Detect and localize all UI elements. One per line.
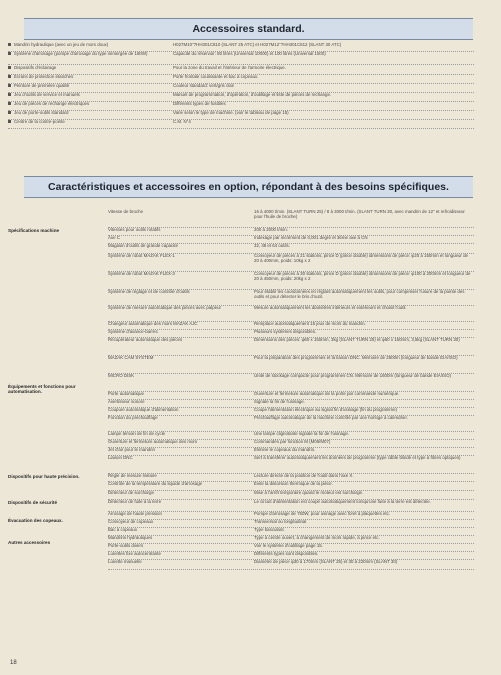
option-item-name: Porte automatique [108, 391, 144, 396]
option-item-value: Élimine le copeaux du mandrin. [254, 447, 316, 452]
option-item-name: Liaison DNC [108, 455, 133, 460]
row-divider [8, 128, 474, 129]
option-item-name: Détecteur de surcharge [108, 490, 154, 495]
category-label: Dispositifs de sécurité [8, 500, 58, 505]
option-item-value: Le circuit d'alimentation est coupé automatiquement lorsqu'une fuite à la terre est détectée. [254, 499, 431, 504]
option-item-name: Système de réglage et de contrôle d'outils [108, 289, 190, 294]
standard-item-value: Capacité du réservoir: 80 litres (Universal 10000) et 100 litres (Universal 1500) [173, 51, 326, 56]
option-item-name: Magasin d'outils de grande capacité [108, 243, 178, 248]
option-item-value: Convoyeur de pièces à 30 stations, pince D (pince double) dimensions de pièce: φ100 à 200mm et longueur de 20 à 450mm, poids: 20kg x 2 [254, 271, 471, 281]
option-item-value: Pompe d'arrosage de 750W, pour usinage avec foret à plaquettes etc. [254, 511, 391, 516]
option-item-value: Type à centre ouvert, à changement de mors rapide, à pince etc. [254, 535, 380, 540]
option-item-name: Vitesse de broche [108, 209, 144, 214]
option-item-name: Détecteur de fuite à la terre [108, 499, 162, 504]
option-item-name: Coupure automatique d'alimentation [108, 407, 179, 412]
standard-item-name [8, 111, 163, 116]
standard-item-value: Pour la zone du travail et l'intérieur de l'armoire électrique. [173, 65, 286, 70]
option-item-name: Arrosage de haute pression [108, 511, 162, 516]
option-item-value: Signale la fin de l'usinage. [254, 399, 305, 404]
option-item-value: Sert à transférer automatiquement les données de programme (type câble blindé et type à fibres optiques) [254, 455, 461, 460]
option-item-name: Lampe témoin de fin de cycle [108, 431, 166, 436]
option-item-value: Indexage par incrément de 0,001 degré et 3ème axe à CN [254, 235, 368, 240]
section-title-options: Caractéristiques et accessoires en option, répondant à des besoins spécifiques. [24, 176, 473, 198]
option-item-value: Transversal ou longitudinal [254, 519, 307, 524]
option-item-value: Dimensions des pièces: φ60 x 150mm, 3kg (SLANT TURN 25) et φ60 x 150mm, 3,5kg (SLANT TURN 30) [254, 337, 460, 342]
option-item-value: Mesure automatiquement les diamètres intérieurs et extérieurs et choisit l'outil. [254, 305, 407, 310]
option-item-name: Système de robot MAZAK FLEX-1 [108, 253, 175, 258]
standard-item-value: Différents types de fusibles [173, 101, 226, 106]
option-item-value: Unité de stockage compacte pour programmes CN. Mémoire de 1600m (longueur de bande EIA/ISO) [254, 373, 451, 378]
standard-item-name [8, 43, 163, 48]
category-label: Spécifications machine [8, 228, 60, 233]
option-item-name: Récupérateur automatique des pièces [108, 337, 183, 342]
option-item-name: Système de mesure automatique des pièces avec palpeur [108, 305, 222, 310]
bullet-icon [8, 84, 11, 87]
option-item-value: 200 à 2000 t/min. [254, 227, 288, 232]
bullet-icon [8, 52, 11, 55]
option-item-name: Axe C [108, 235, 120, 240]
standard-item-name-text: Mandrin hydraulique (avec un jeu de mors doux) [14, 42, 109, 47]
standard-item-name [8, 52, 163, 57]
standard-item-value: Manuel de programmation, d'opération, d'outillage et liste de pièces de rechange. [173, 92, 332, 97]
option-item-name: Contrôle de la température du liquide d'arrosage [108, 481, 203, 486]
bullet-icon [8, 43, 11, 46]
row-divider [108, 569, 474, 570]
option-item-value: Mise à l'arrêt temporaire quand le moteur est surchargé. [254, 490, 364, 495]
standard-item-name-text: Centre de la contre-pointe [14, 119, 65, 124]
standard-item-name-text: Dispositifs d'éclairage [14, 65, 57, 70]
option-item-name: Système de robot MAZAK FLEX-3 [108, 271, 175, 276]
category-label: Équipements et fonctions pour automatisation. [8, 384, 76, 395]
option-item-value: 16 à 4000 t/min. (SLANT TURN 25) / 8 à 3000 t/min. (SLANT TURN 30, avec mandrin de 12" et refroidisseur pour l'huile de broche) [254, 209, 465, 219]
option-item-name: Bac à copeaux [108, 527, 138, 532]
option-item-name: Mandrins hydrauliques [108, 535, 153, 540]
option-item-name: Lunette manuelle [108, 559, 142, 564]
option-item-name: Convoyeur de copeaux [108, 519, 154, 524]
option-item-name: Avertisseur sonore [108, 399, 145, 404]
standard-item-name [8, 102, 163, 107]
option-item-value: Une lampe clignotante signale la fin de l'usinage. [254, 431, 350, 436]
option-item-value: Diamètre de pièce φ30 à 170mm (SLANT 25) et 30 à 220mm (SLANT 30) [254, 559, 398, 564]
option-item-value: Type basculant. [254, 527, 285, 532]
option-item-name: Changeur automatique des mors MAZAK AJC [108, 321, 198, 326]
standard-item-name-text: Système d'arrosage (pompe d'arrosage du type immergée de 180W) [14, 51, 148, 56]
bullet-icon [8, 102, 11, 105]
standard-item-name-text: Jeu de pièces de rechange électriques [14, 101, 90, 106]
standard-item-name-text: Peinture de première qualité [14, 83, 70, 88]
category-label: Évacuation des copeaux. [8, 518, 63, 523]
standard-item-name-text: Jeu de porte-outils standard [14, 110, 69, 115]
standard-item-value: Porte frontale coulissante et bac à copeaux. [173, 74, 259, 79]
section-title-standard: Accessoires standard. [24, 18, 473, 40]
bullet-icon [8, 111, 11, 114]
standard-item-value: Varie selon le type de machine. (voir le tableau de page 15) [173, 110, 289, 115]
option-item-value: Convoyeur de pièces à 21 stations, pince D (pince double) dimensions de pièce: φ20 à 150mm et longueur de 20 à 400mm, poids: 10kg x 2 [254, 253, 468, 263]
option-item-value: Différents types sont disponibles. [254, 551, 319, 556]
option-item-value: Coupe l'alimentation électrique au signal fin d'usinage (fin du programme) [254, 407, 397, 412]
standard-item-name [8, 93, 163, 98]
option-item-name: Système d'avance-barres [108, 329, 158, 334]
standard-item-name-text: Écrans de protection étanches [14, 74, 74, 79]
option-item-name: Jet d'air pour le mandrin [108, 447, 155, 452]
category-label: Dispositifs pour haute précision. [8, 474, 80, 479]
option-item-name: Fonction du préchauffage [108, 415, 158, 420]
option-item-value: Préchauffage automatique de la machine contrôlé par une horloge à calendrier. [254, 415, 408, 420]
standard-item-name [8, 84, 163, 89]
option-item-value: Lecture directe de la position de l'outil dans l'axe X. [254, 473, 354, 478]
option-item-value: Remplace automatiquement 15 jeux de mors du mandrin. [254, 321, 366, 326]
option-item-value: Évite la distorsion thermique de la pièce. [254, 481, 333, 486]
option-item-value: Plusieurs systèmes disponibles. [254, 329, 317, 334]
standard-item-name [8, 75, 163, 80]
category-label: Autres accessoires [8, 540, 51, 545]
standard-item-value: Couleur standard: vert/gris clair [173, 83, 235, 88]
bullet-icon [8, 120, 11, 123]
option-item-value: Pour la préparation des programmes et la liaison DNC. Mémoire de 2500m (longueur de bande EIA/ISO) [254, 355, 458, 360]
option-item-value: Commandés par fonction M (M06/M07) [254, 439, 331, 444]
option-item-name: Ouverture et fermeture automatique des mors [108, 439, 198, 444]
option-item-value: Voir le système d'outillage page 15. [254, 543, 323, 548]
option-item-name: Porte-outils divers [108, 543, 144, 548]
standard-item-name-text: Jeu d'outils de service et manuels [14, 92, 80, 97]
bullet-icon [8, 75, 11, 78]
option-item-name: Vitesses pour outils rotatifs [108, 227, 161, 232]
bullet-icon [8, 93, 11, 96]
standard-item-name [8, 120, 163, 125]
option-item-name: MAZAK CAM SYSTEM [108, 355, 154, 360]
option-item-name: Règle de mesure linéaire [108, 473, 157, 478]
standard-item-value: C.M. N°4 [173, 119, 191, 124]
option-item-value: Ouverture et fermeture automatique de la porte par commande numérique. [254, 391, 400, 396]
page-number: 18 [10, 660, 17, 666]
option-item-name: Lunettes fixe autocentrante [108, 551, 161, 556]
option-item-value: Pour établir les coordonnées en réglant automatiquement les outils, pour compenser l'usure de la pointe des outils et pour détecter le bris d'outil. [254, 289, 465, 299]
standard-item-value: H027M10''7HH301C810 (SLANT 25 ATC) et H027M12''7HH301C812 (SLANT 30 ATC) [173, 42, 342, 47]
option-item-name: MICRO DISK [108, 373, 135, 378]
option-item-value: 32, 48 et 64 outils. [254, 243, 290, 248]
standard-item-name [8, 66, 163, 71]
bullet-icon [8, 66, 11, 69]
